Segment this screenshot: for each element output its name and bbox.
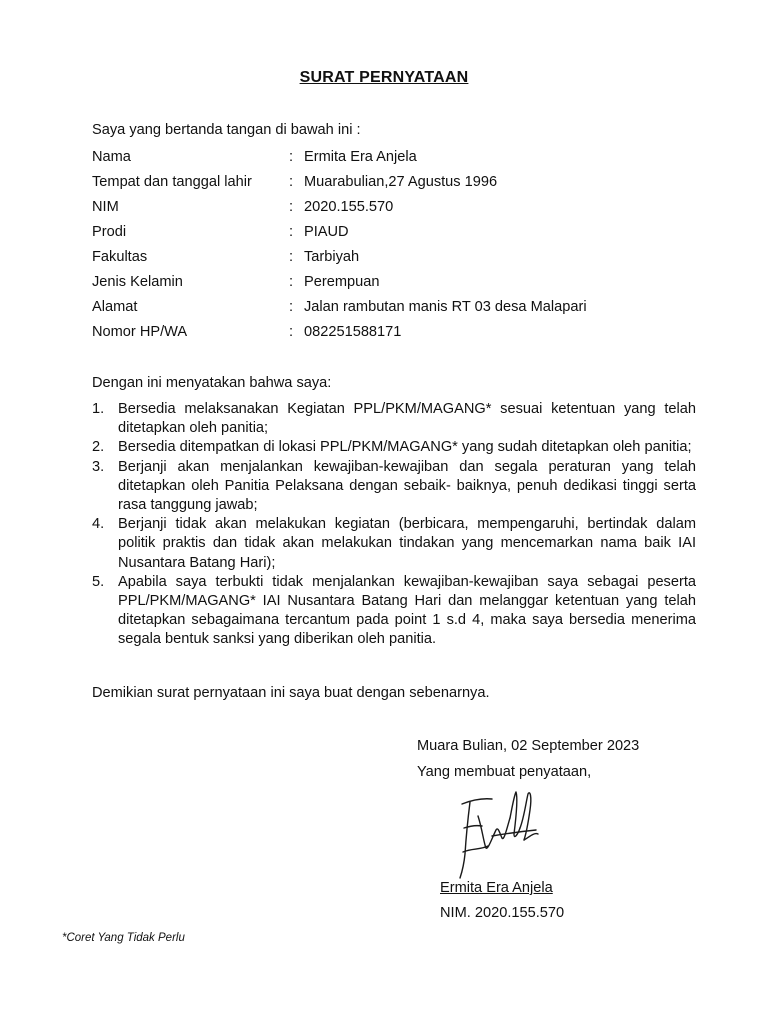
identity-value: Muarabulian,27 Agustus 1996 — [304, 174, 498, 190]
identity-colon: : — [289, 299, 294, 315]
list-item-text: Berjanji tidak akan melakukan kegiatan (berbicara, mempengaruhi, bertindak dalam politik praktis dan tidak akan melakukan tindakan yang mencemarkan nama baik IAI Nusantara Batang Hari); — [118, 516, 696, 571]
list-item — [92, 458, 696, 516]
handwritten-signature — [448, 788, 558, 880]
list-item-text: Berjanji akan menjalankan kewajiban-kewajiban dan segala peraturan yang telah ditetapkan oleh Panitia Pelaksana dengan sebaik- baiknya, penuh dedikasi tinggi serta rasa tanggung jawab; — [118, 458, 696, 514]
signer-name: Ermita Era Anjela — [440, 880, 553, 896]
identity-colon: : — [289, 274, 294, 290]
list-item — [92, 515, 696, 573]
declaration-intro: Dengan ini menyatakan bahwa saya: — [92, 375, 332, 391]
identity-label: Jenis Kelamin — [92, 274, 183, 290]
identity-value: 2020.155.570 — [304, 199, 394, 215]
list-item-number: 1. — [92, 401, 105, 417]
list-item-number: 5. — [92, 573, 105, 590]
list-item — [92, 400, 696, 438]
identity-label: Fakultas — [92, 249, 148, 265]
identity-label: NIM — [92, 199, 119, 215]
identity-label: Alamat — [92, 299, 138, 315]
list-item-text: Apabila saya terbukti tidak menjalankan kewajiban-kewajiban saya sebagai peserta PPL/PKM/MAGANG* IAI Nusantara Batang Hari dan melanggar ketentuan yang telah ditetapkan sebagaimana tercantum pada point 1 s.d 4, maka saya bersedia menerima segala bentuk sanksi yang diberikan oleh panitia. — [118, 573, 696, 648]
identity-colon: : — [289, 224, 294, 240]
identity-colon: : — [289, 324, 294, 340]
list-item — [92, 573, 696, 650]
identity-value: Jalan rambutan manis RT 03 desa Malapari — [304, 299, 587, 315]
identity-label: Prodi — [92, 224, 127, 240]
place-date: Muara Bulian, 02 September 2023 — [417, 738, 640, 754]
closing-statement: Demikian surat pernyataan ini saya buat dengan sebenarnya. — [92, 685, 490, 701]
signer-nim: NIM. 2020.155.570 — [440, 905, 565, 921]
identity-label: Nomor HP/WA — [92, 324, 188, 340]
list-item-number: 4. — [92, 516, 105, 533]
footnote: *Coret Yang Tidak Perlu — [62, 932, 185, 944]
intro-text: Saya yang bertanda tangan di bawah ini : — [92, 122, 361, 138]
identity-colon: : — [289, 174, 294, 190]
list-item-text: Bersedia ditempatkan di lokasi PPL/PKM/MAGANG* yang sudah ditetapkan oleh panitia; — [118, 439, 692, 456]
list-item-number: 2. — [92, 439, 105, 456]
identity-label: Nama — [92, 149, 131, 165]
identity-value: Ermita Era Anjela — [304, 149, 417, 165]
identity-colon: : — [289, 199, 294, 215]
identity-value: Tarbiyah — [304, 249, 360, 265]
list-item — [92, 438, 696, 457]
identity-value: 082251588171 — [304, 324, 402, 340]
identity-colon: : — [289, 249, 294, 265]
identity-value: Perempuan — [304, 274, 380, 290]
identity-colon: : — [289, 149, 294, 165]
identity-value: PIAUD — [304, 224, 349, 240]
document-title: SURAT PERNYATAAN — [299, 69, 469, 86]
maker-label: Yang membuat penyataan, — [417, 764, 592, 780]
declaration-list — [92, 400, 696, 650]
identity-label: Tempat dan tanggal lahir — [92, 174, 252, 190]
list-item-number: 3. — [92, 458, 105, 475]
list-item-text: Bersedia melaksanakan Kegiatan PPL/PKM/MAGANG* sesuai ketentuan yang telah ditetapkan oleh panitia; — [118, 401, 696, 437]
